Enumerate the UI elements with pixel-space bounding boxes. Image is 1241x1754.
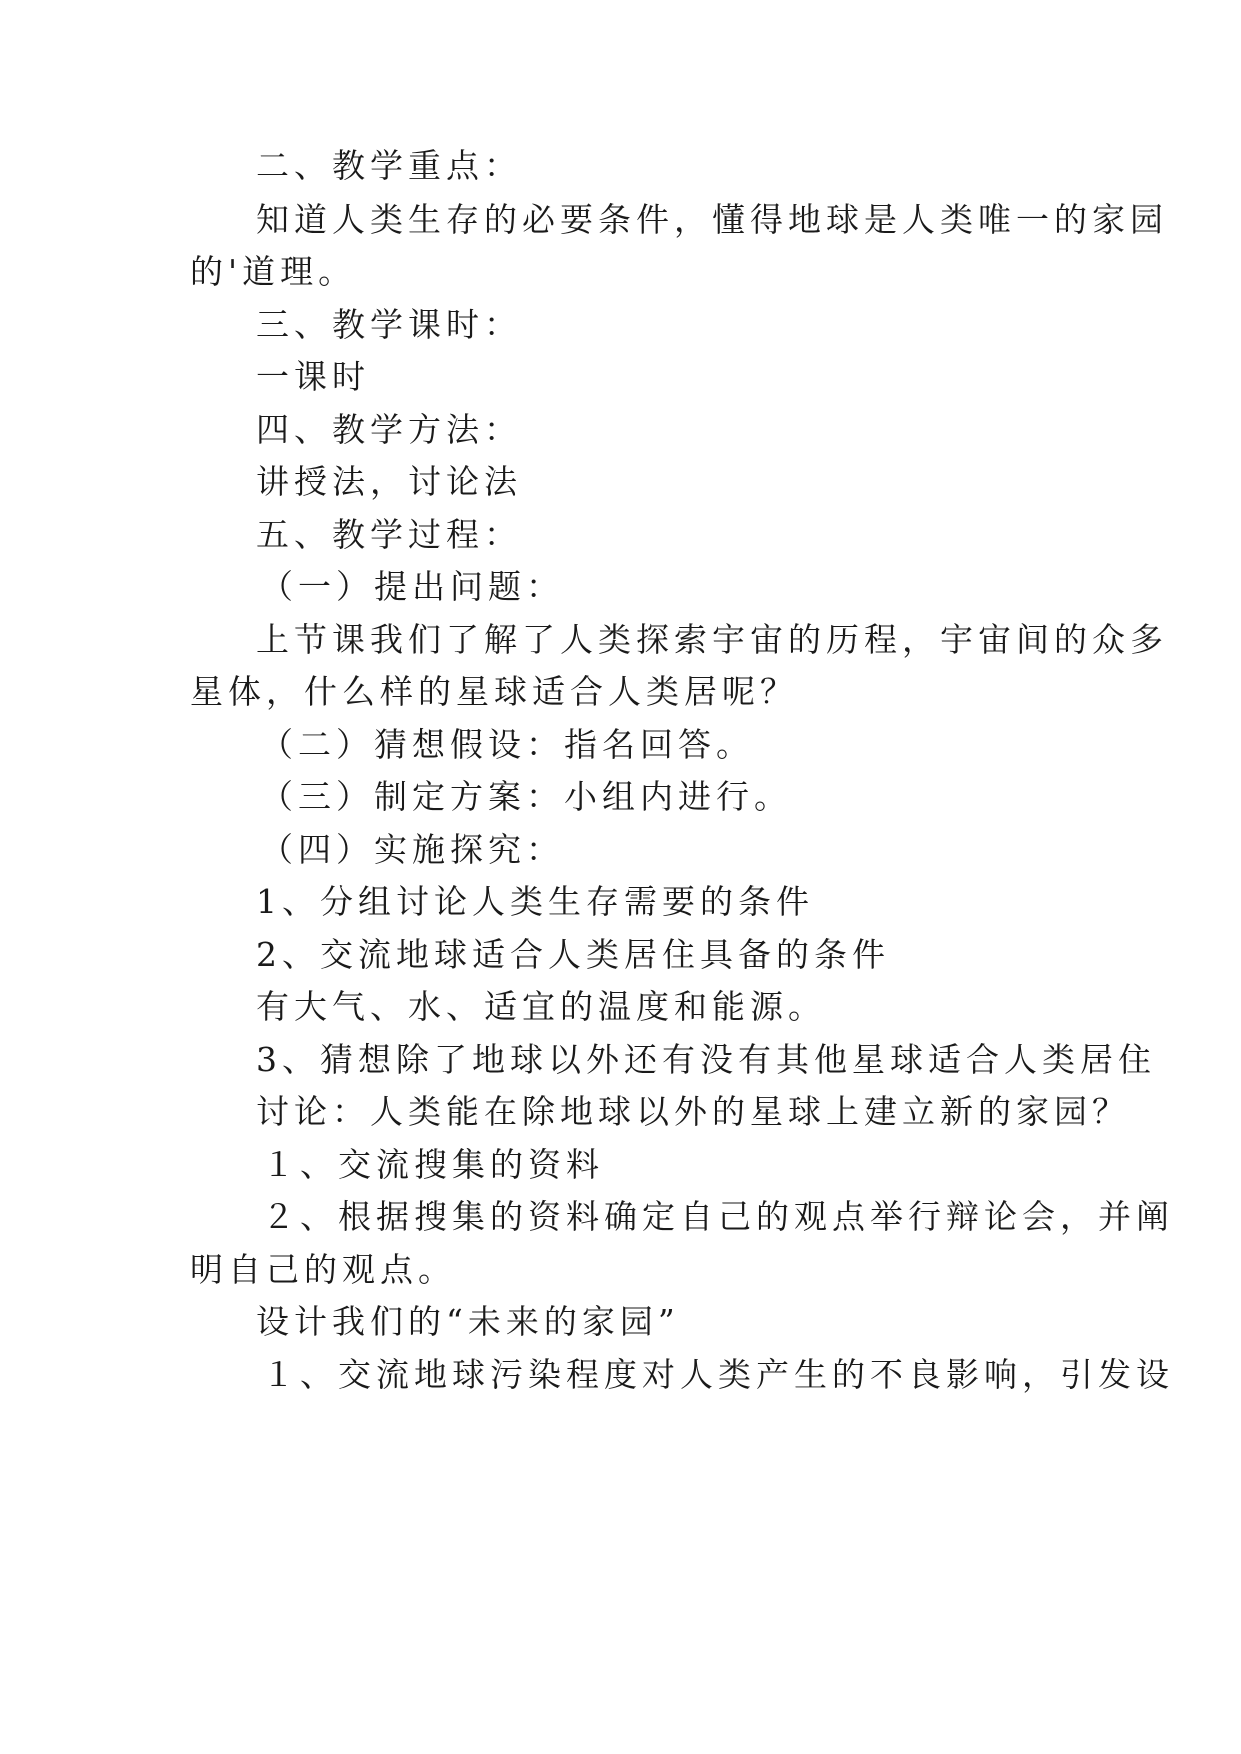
subheading-explore: （四）实施探究： <box>260 830 564 869</box>
paragraph-line: 一课时 <box>256 357 370 396</box>
paragraph-line: 有大气、水、适宜的温度和能源。 <box>256 987 826 1026</box>
paragraph-line: 的'道理。 <box>190 252 357 291</box>
paragraph-line: 讲授法，讨论法 <box>256 462 522 501</box>
list-item: 1、分组讨论人类生存需要的条件 <box>256 882 814 921</box>
paragraph-line: 设计我们的“未来的家园” <box>256 1302 680 1341</box>
heading-teaching-focus: 二、教学重点： <box>256 146 522 185</box>
list-item: 3、猜想除了地球以外还有没有其他星球适合人类居住 <box>256 1040 1156 1079</box>
heading-teaching-hours: 三、教学课时： <box>256 305 522 344</box>
paragraph-line: 明自己的观点。 <box>190 1250 456 1289</box>
paragraph-line: 知道人类生存的必要条件，懂得地球是人类唯一的家园 <box>256 200 1168 239</box>
subheading-plan: （三）制定方案：小组内进行。 <box>260 777 792 816</box>
list-item: １、交流搜集的资料 <box>262 1145 604 1184</box>
heading-teaching-process: 五、教学过程： <box>256 515 522 554</box>
heading-teaching-methods: 四、教学方法： <box>256 410 522 449</box>
list-item: １、交流地球污染程度对人类产生的不良影响，引发设 <box>262 1355 1174 1394</box>
paragraph-line: 上节课我们了解了人类探索宇宙的历程，宇宙间的众多 <box>256 620 1168 659</box>
list-item: ２、根据搜集的资料确定自己的观点举行辩论会，并阐 <box>262 1197 1174 1236</box>
paragraph-line: 星体，什么样的星球适合人类居呢？ <box>190 672 798 711</box>
subheading-hypothesis: （二）猜想假设：指名回答。 <box>260 725 754 764</box>
list-item: 2、交流地球适合人类居住具备的条件 <box>256 935 890 974</box>
paragraph-line: 讨论：人类能在除地球以外的星球上建立新的家园？ <box>256 1092 1130 1131</box>
subheading-raise-question: （一）提出问题： <box>260 567 564 606</box>
